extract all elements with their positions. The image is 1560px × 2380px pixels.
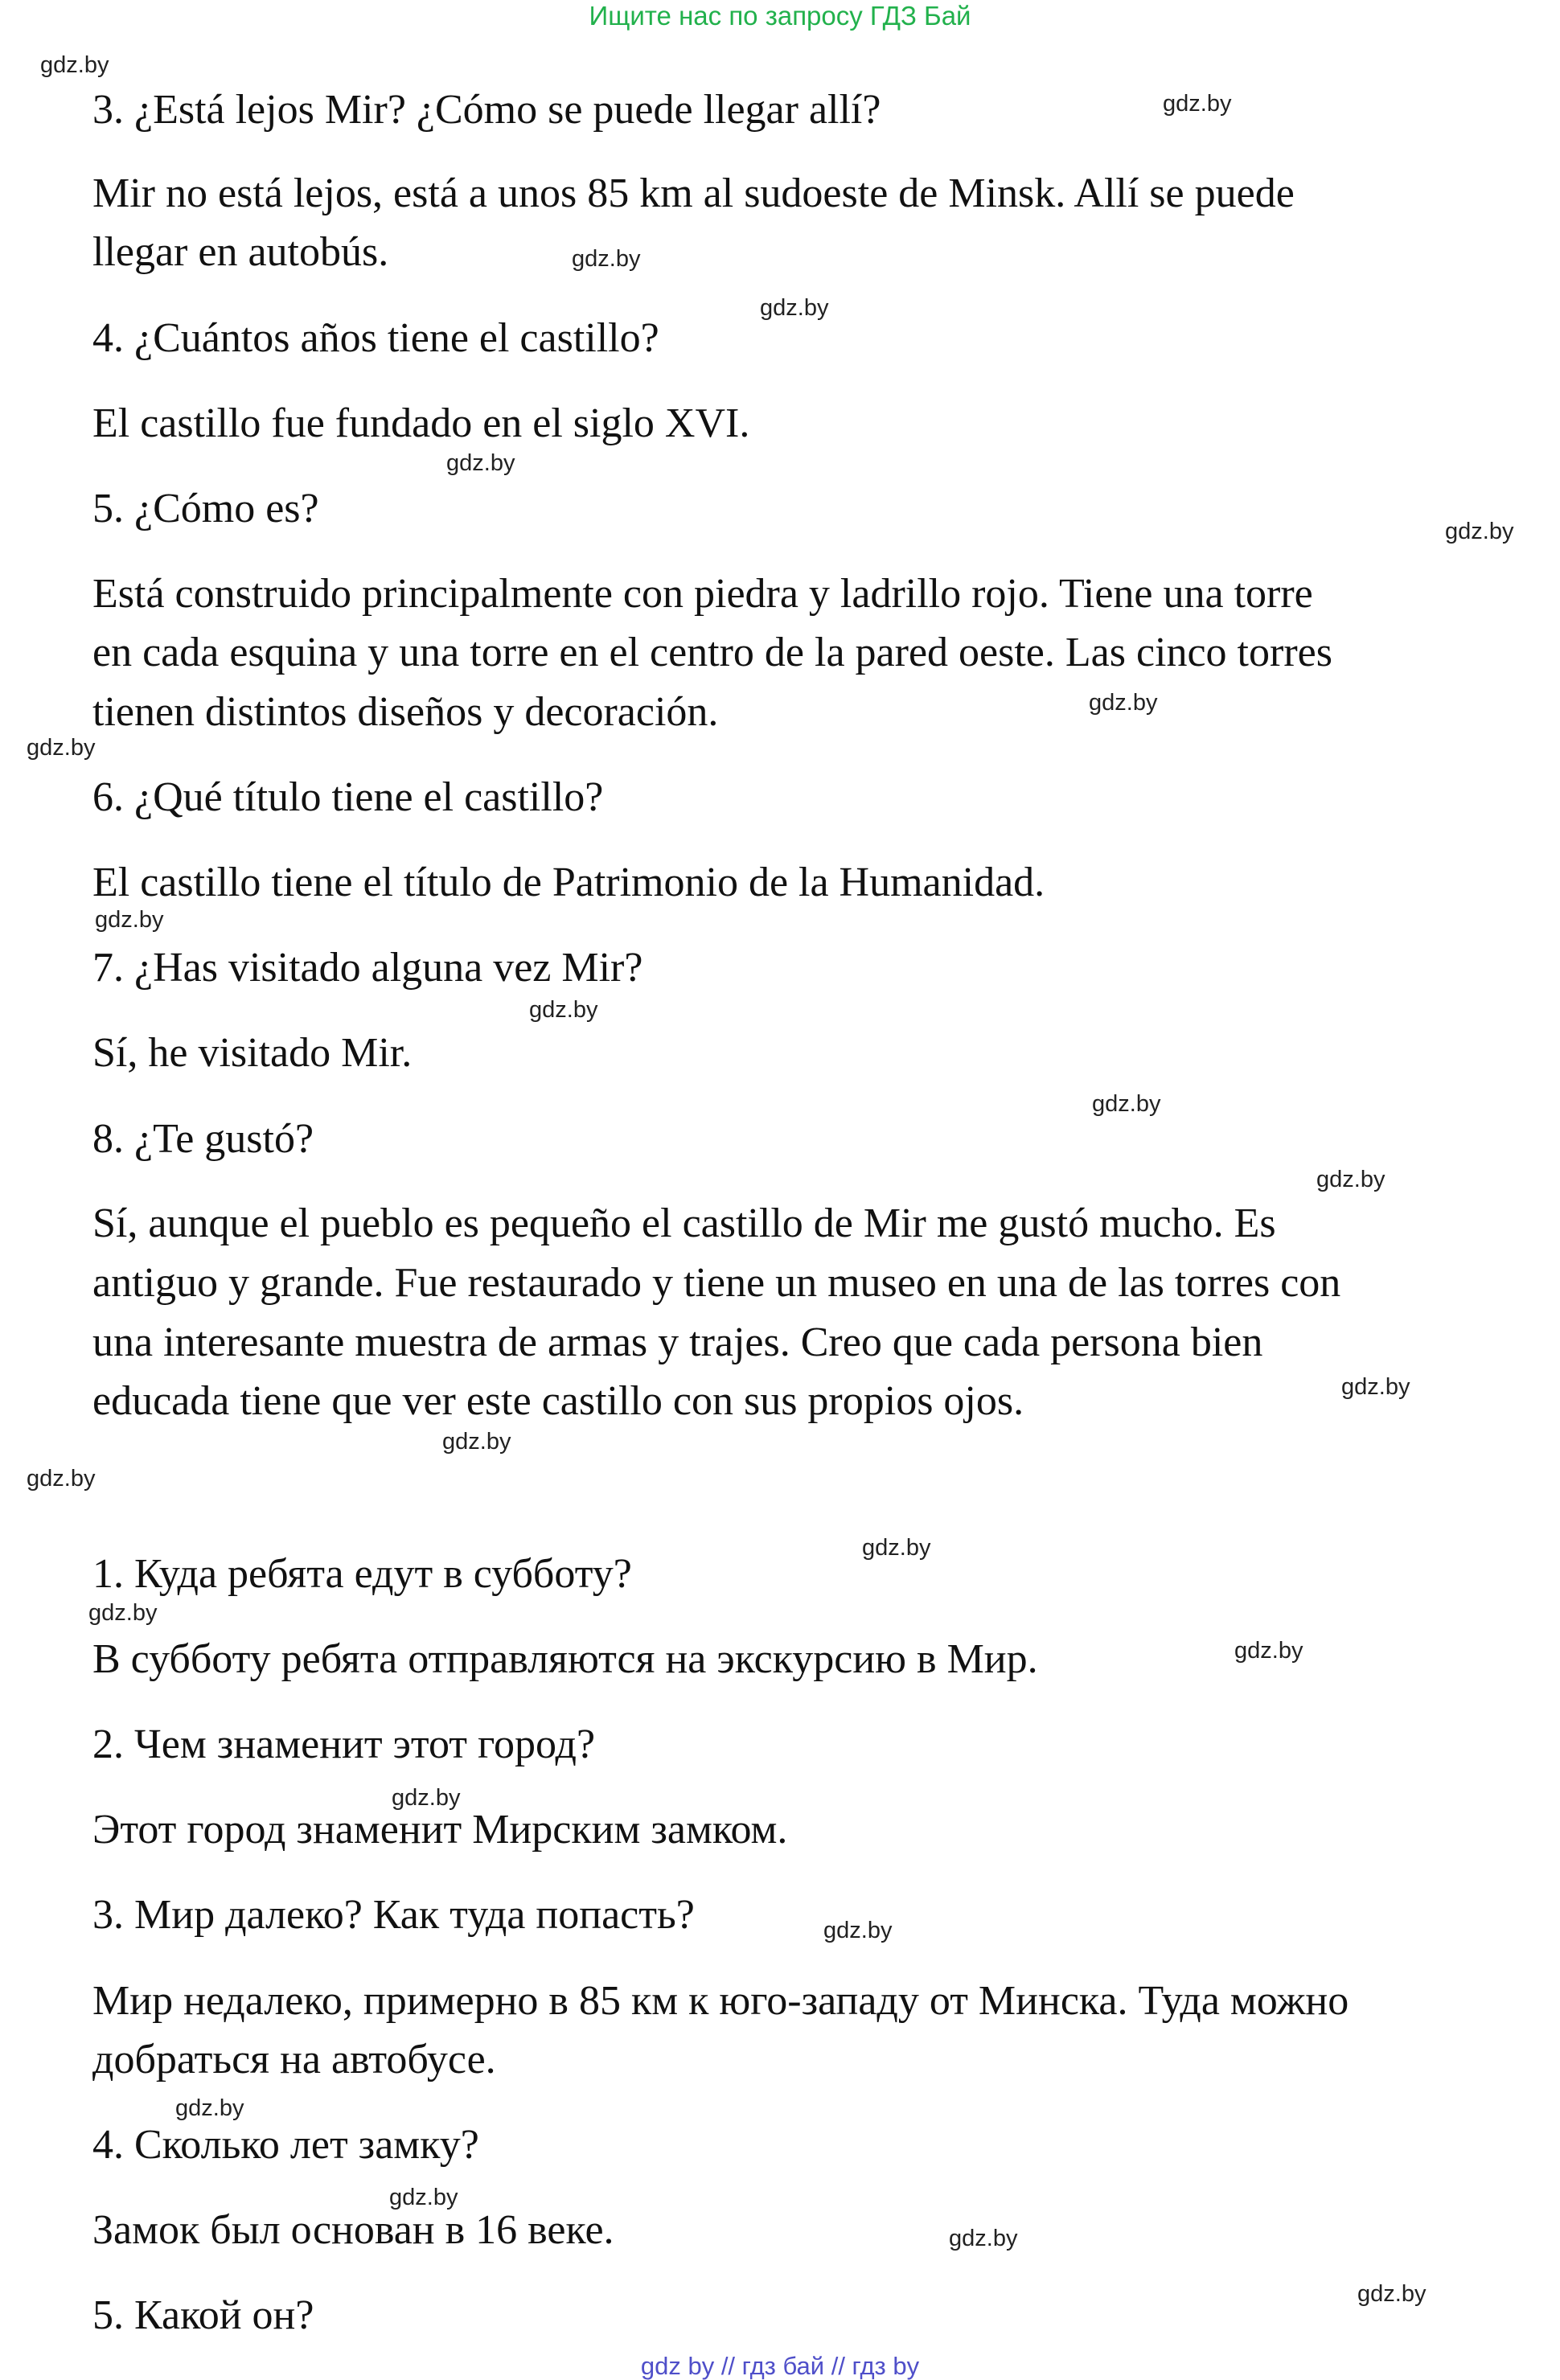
question-3-ru: 3. Мир далеко? Как туда попасть?: [92, 1892, 695, 1938]
question-5-es: 5. ¿Cómo es?: [92, 486, 319, 531]
answer-5-es-line-2: en cada esquina y una torre en el centro de la pared oeste. Las cinco torres: [92, 630, 1332, 675]
answer-3-es-line-1: Mir no está lejos, está a unos 85 km al sudoeste de Minsk. Allí se puede: [92, 170, 1295, 216]
watermark: gdz.by: [1089, 690, 1158, 716]
answer-3-ru-line-1: Мир недалеко, примерно в 85 км к юго-западу от Минска. Туда можно: [92, 1978, 1349, 2024]
answer-5-es-line-3: tienen distintos diseños y decoración.: [92, 689, 719, 735]
answer-8-es-line-1: Sí, aunque el pueblo es pequeño el castillo de Mir me gustó mucho. Es: [92, 1200, 1276, 1246]
watermark: gdz.by: [27, 735, 96, 761]
answer-1-ru: В субботу ребята отправляются на экскурсию в Мир.: [92, 1636, 1038, 1682]
watermark: gdz.by: [442, 1429, 511, 1455]
question-8-es: 8. ¿Te gustó?: [92, 1116, 314, 1162]
answer-3-ru-line-2: добраться на автобусе.: [92, 2037, 496, 2082]
answer-2-ru: Этот город знаменит Мирским замком.: [92, 1807, 788, 1853]
watermark: gdz.by: [1163, 91, 1232, 117]
question-7-es: 7. ¿Has visitado alguna vez Mir?: [92, 945, 643, 991]
watermark: gdz.by: [760, 295, 829, 321]
question-5-ru: 5. Какой он?: [92, 2292, 314, 2338]
answer-5-es-line-1: Está construido principalmente con piedra y ladrillo rojo. Tiene una torre: [92, 571, 1313, 617]
answer-4-ru: Замок был основан в 16 веке.: [92, 2207, 614, 2253]
answer-6-es: El castillo tiene el título de Patrimonio de la Humanidad.: [92, 860, 1045, 905]
watermark: gdz.by: [1341, 1374, 1410, 1400]
watermark: gdz.by: [1092, 1091, 1161, 1117]
watermark: gdz.by: [529, 997, 598, 1023]
watermark: gdz.by: [27, 1466, 96, 1492]
watermark: gdz.by: [949, 2226, 1018, 2251]
answer-8-es-line-4: educada tiene que ver este castillo con sus propios ojos.: [92, 1378, 1024, 1424]
watermark: gdz.by: [862, 1535, 931, 1561]
watermark: gdz.by: [446, 450, 515, 476]
watermark: gdz.by: [1234, 1638, 1303, 1664]
answer-3-es-line-2: llegar en autobús.: [92, 229, 389, 275]
answer-7-es: Sí, he visitado Mir.: [92, 1030, 413, 1076]
question-1-ru: 1. Куда ребята едут в субботу?: [92, 1551, 632, 1597]
watermark: gdz.by: [1357, 2281, 1427, 2307]
watermark: gdz.by: [1316, 1167, 1386, 1192]
watermark: gdz.by: [175, 2095, 244, 2121]
header-promo-text: Ищите нас по запросу ГДЗ Бай: [589, 1, 971, 31]
watermark: gdz.by: [389, 2185, 458, 2210]
watermark: gdz.by: [823, 1918, 893, 1943]
answer-8-es-line-2: antiguo y grande. Fue restaurado y tiene un museo en una de las torres con: [92, 1260, 1341, 1306]
answer-8-es-line-3: una interesante muestra de armas y trajes. Creo que cada persona bien: [92, 1319, 1263, 1365]
question-4-ru: 4. Сколько лет замку?: [92, 2122, 479, 2168]
watermark: gdz.by: [1445, 519, 1514, 544]
footer-watermark: gdz by // гдз бай // гдз by: [640, 2352, 920, 2380]
watermark: gdz.by: [95, 907, 164, 933]
watermark: gdz.by: [88, 1600, 158, 1626]
question-6-es: 6. ¿Qué título tiene el castillo?: [92, 774, 604, 820]
question-4-es: 4. ¿Cuántos años tiene el castillo?: [92, 315, 659, 361]
question-3-es: 3. ¿Está lejos Mir? ¿Cómo se puede llegar allí?: [92, 87, 881, 133]
answer-4-es: El castillo fue fundado en el siglo XVI.: [92, 400, 750, 446]
watermark: gdz.by: [572, 246, 641, 272]
watermark: gdz.by: [392, 1785, 461, 1811]
question-2-ru: 2. Чем знаменит этот город?: [92, 1721, 596, 1767]
watermark: gdz.by: [40, 52, 109, 78]
